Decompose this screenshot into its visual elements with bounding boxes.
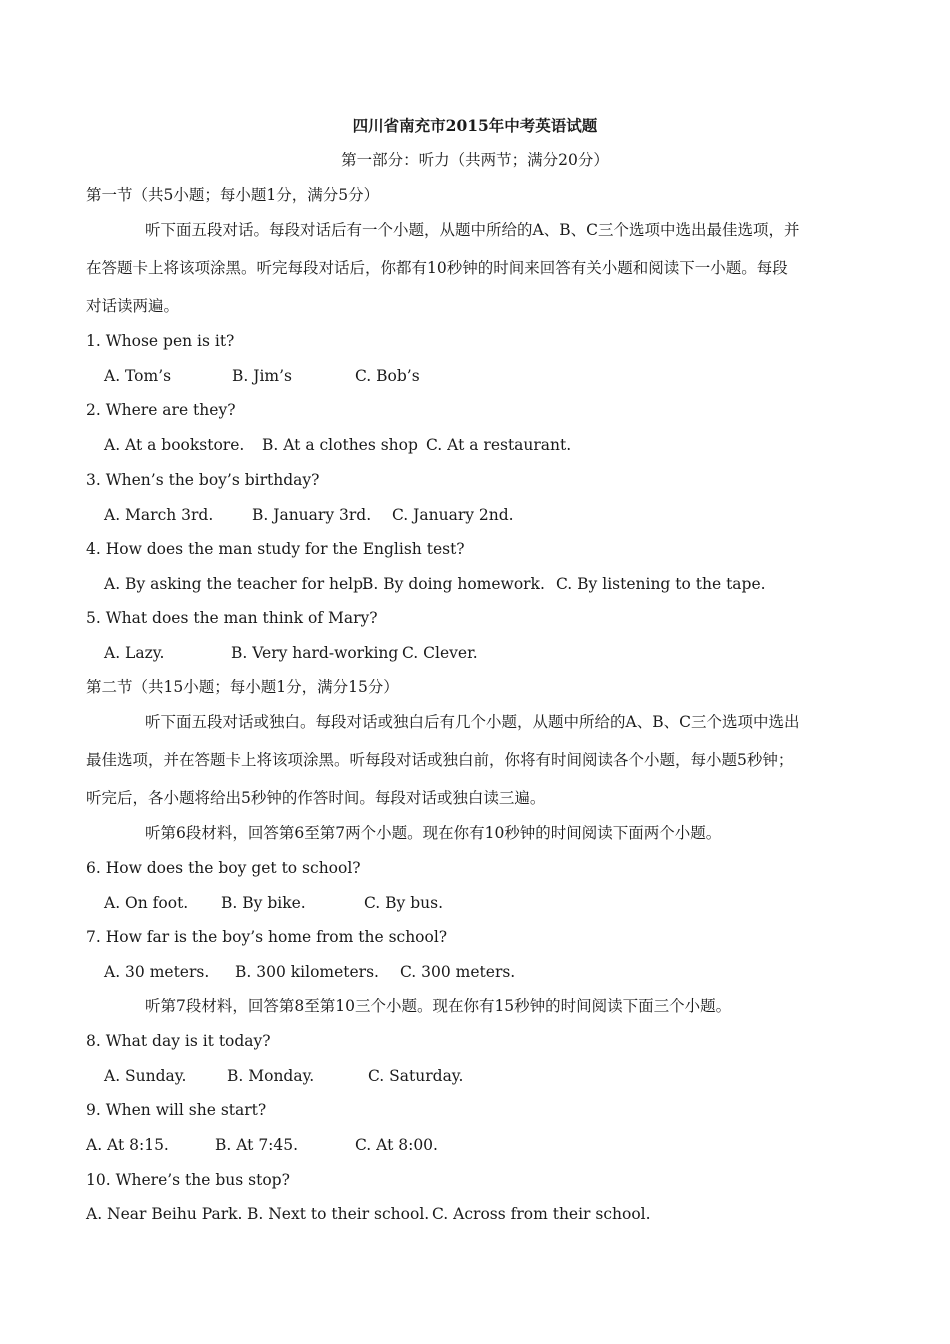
q4-option-b: B. By doing homework. <box>362 575 545 593</box>
q1-option-b: B. Jim’s <box>232 367 292 385</box>
exam-title: 四川省南充市2015年中考英语试题 <box>352 116 598 135</box>
q7-option-c: C. 300 meters. <box>400 963 516 981</box>
q6-option-b: B. By bike. <box>221 894 306 912</box>
q2-option-c: C. At a restaurant. <box>426 436 572 454</box>
section2-instruction-line1: 听下面五段对话或独白。每段对话或独白后有几个小题，从题中所给的A、B、C三个选项中选出 <box>145 713 800 731</box>
q3-option-a: A. March 3rd. <box>104 506 214 524</box>
section1-instruction-line2: 在答题卡上将该项涂黑。听完每段对话后，你都有10秒钟的时间来回答有关小题和阅读下一小题。每段 <box>86 259 788 277</box>
q9-option-c: C. At 8:00. <box>355 1136 438 1154</box>
q10-option-a: A. Near Beihu Park. <box>86 1205 243 1223</box>
q1-option-a: A. Tom’s <box>104 367 172 385</box>
question-8: 8. What day is it today? <box>86 1032 271 1050</box>
q4-option-a: A. By asking the teacher for help. <box>104 575 368 593</box>
section2-instruction-line3: 听完后，各小题将给出5秒钟的作答时间。每段对话或独白读三遍。 <box>86 789 546 807</box>
question-2: 2. Where are they? <box>86 401 236 419</box>
q7-option-b: B. 300 kilometers. <box>235 963 379 981</box>
q5-option-c: C. Clever. <box>402 644 478 662</box>
q5-option-b: B. Very hard-working <box>231 644 399 662</box>
section1-heading: 第一节（共5小题；每小题1分，满分5分） <box>86 186 380 204</box>
q3-option-b: B. January 3rd. <box>252 506 372 524</box>
q4-option-c: C. By listening to the tape. <box>556 575 766 593</box>
question-1: 1. Whose pen is it? <box>86 332 235 350</box>
section1-instruction-line1: 听下面五段对话。每段对话后有一个小题，从题中所给的A、B、C三个选项中选出最佳选项，并 <box>145 221 800 239</box>
material-7-instruction: 听第7段材料，回答第8至第10三个小题。现在你有15秒钟的时间阅读下面三个小题。 <box>145 997 732 1015</box>
question-4: 4. How does the man study for the English test? <box>86 540 465 558</box>
q3-option-c: C. January 2nd. <box>392 506 514 524</box>
q10-option-b: B. Next to their school. <box>247 1205 430 1223</box>
question-5: 5. What does the man think of Mary? <box>86 609 378 627</box>
q1-option-c: C. Bob’s <box>355 367 420 385</box>
q8-option-a: A. Sunday. <box>104 1067 187 1085</box>
part1-heading: 第一部分：听力（共两节；满分20分） <box>341 151 609 169</box>
q2-option-b: B. At a clothes shop <box>262 436 418 454</box>
section2-instruction-line2: 最佳选项，并在答题卡上将该项涂黑。听每段对话或独白前，你将有时间阅读各个小题，每小题5秒钟； <box>86 751 794 769</box>
q7-option-a: A. 30 meters. <box>104 963 210 981</box>
q8-option-b: B. Monday. <box>227 1067 315 1085</box>
question-3: 3. When’s the boy’s birthday? <box>86 471 320 489</box>
question-9: 9. When will she start? <box>86 1101 267 1119</box>
question-7: 7. How far is the boy’s home from the school? <box>86 928 448 946</box>
q2-option-a: A. At a bookstore. <box>104 436 245 454</box>
section2-heading: 第二节（共15小题；每小题1分，满分15分） <box>86 678 399 696</box>
q10-option-c: C. Across from their school. <box>432 1205 651 1223</box>
question-6: 6. How does the boy get to school? <box>86 859 361 877</box>
question-10: 10. Where’s the bus stop? <box>86 1171 290 1189</box>
q5-option-a: A. Lazy. <box>104 644 165 662</box>
material-6-instruction: 听第6段材料，回答第6至第7两个小题。现在你有10秒钟的时间阅读下面两个小题。 <box>145 824 722 842</box>
section1-instruction-line3: 对话读两遍。 <box>86 297 180 315</box>
q9-option-b: B. At 7:45. <box>215 1136 299 1154</box>
q6-option-a: A. On foot. <box>104 894 189 912</box>
q6-option-c: C. By bus. <box>364 894 444 912</box>
q9-option-a: A. At 8:15. <box>86 1136 169 1154</box>
q8-option-c: C. Saturday. <box>368 1067 464 1085</box>
